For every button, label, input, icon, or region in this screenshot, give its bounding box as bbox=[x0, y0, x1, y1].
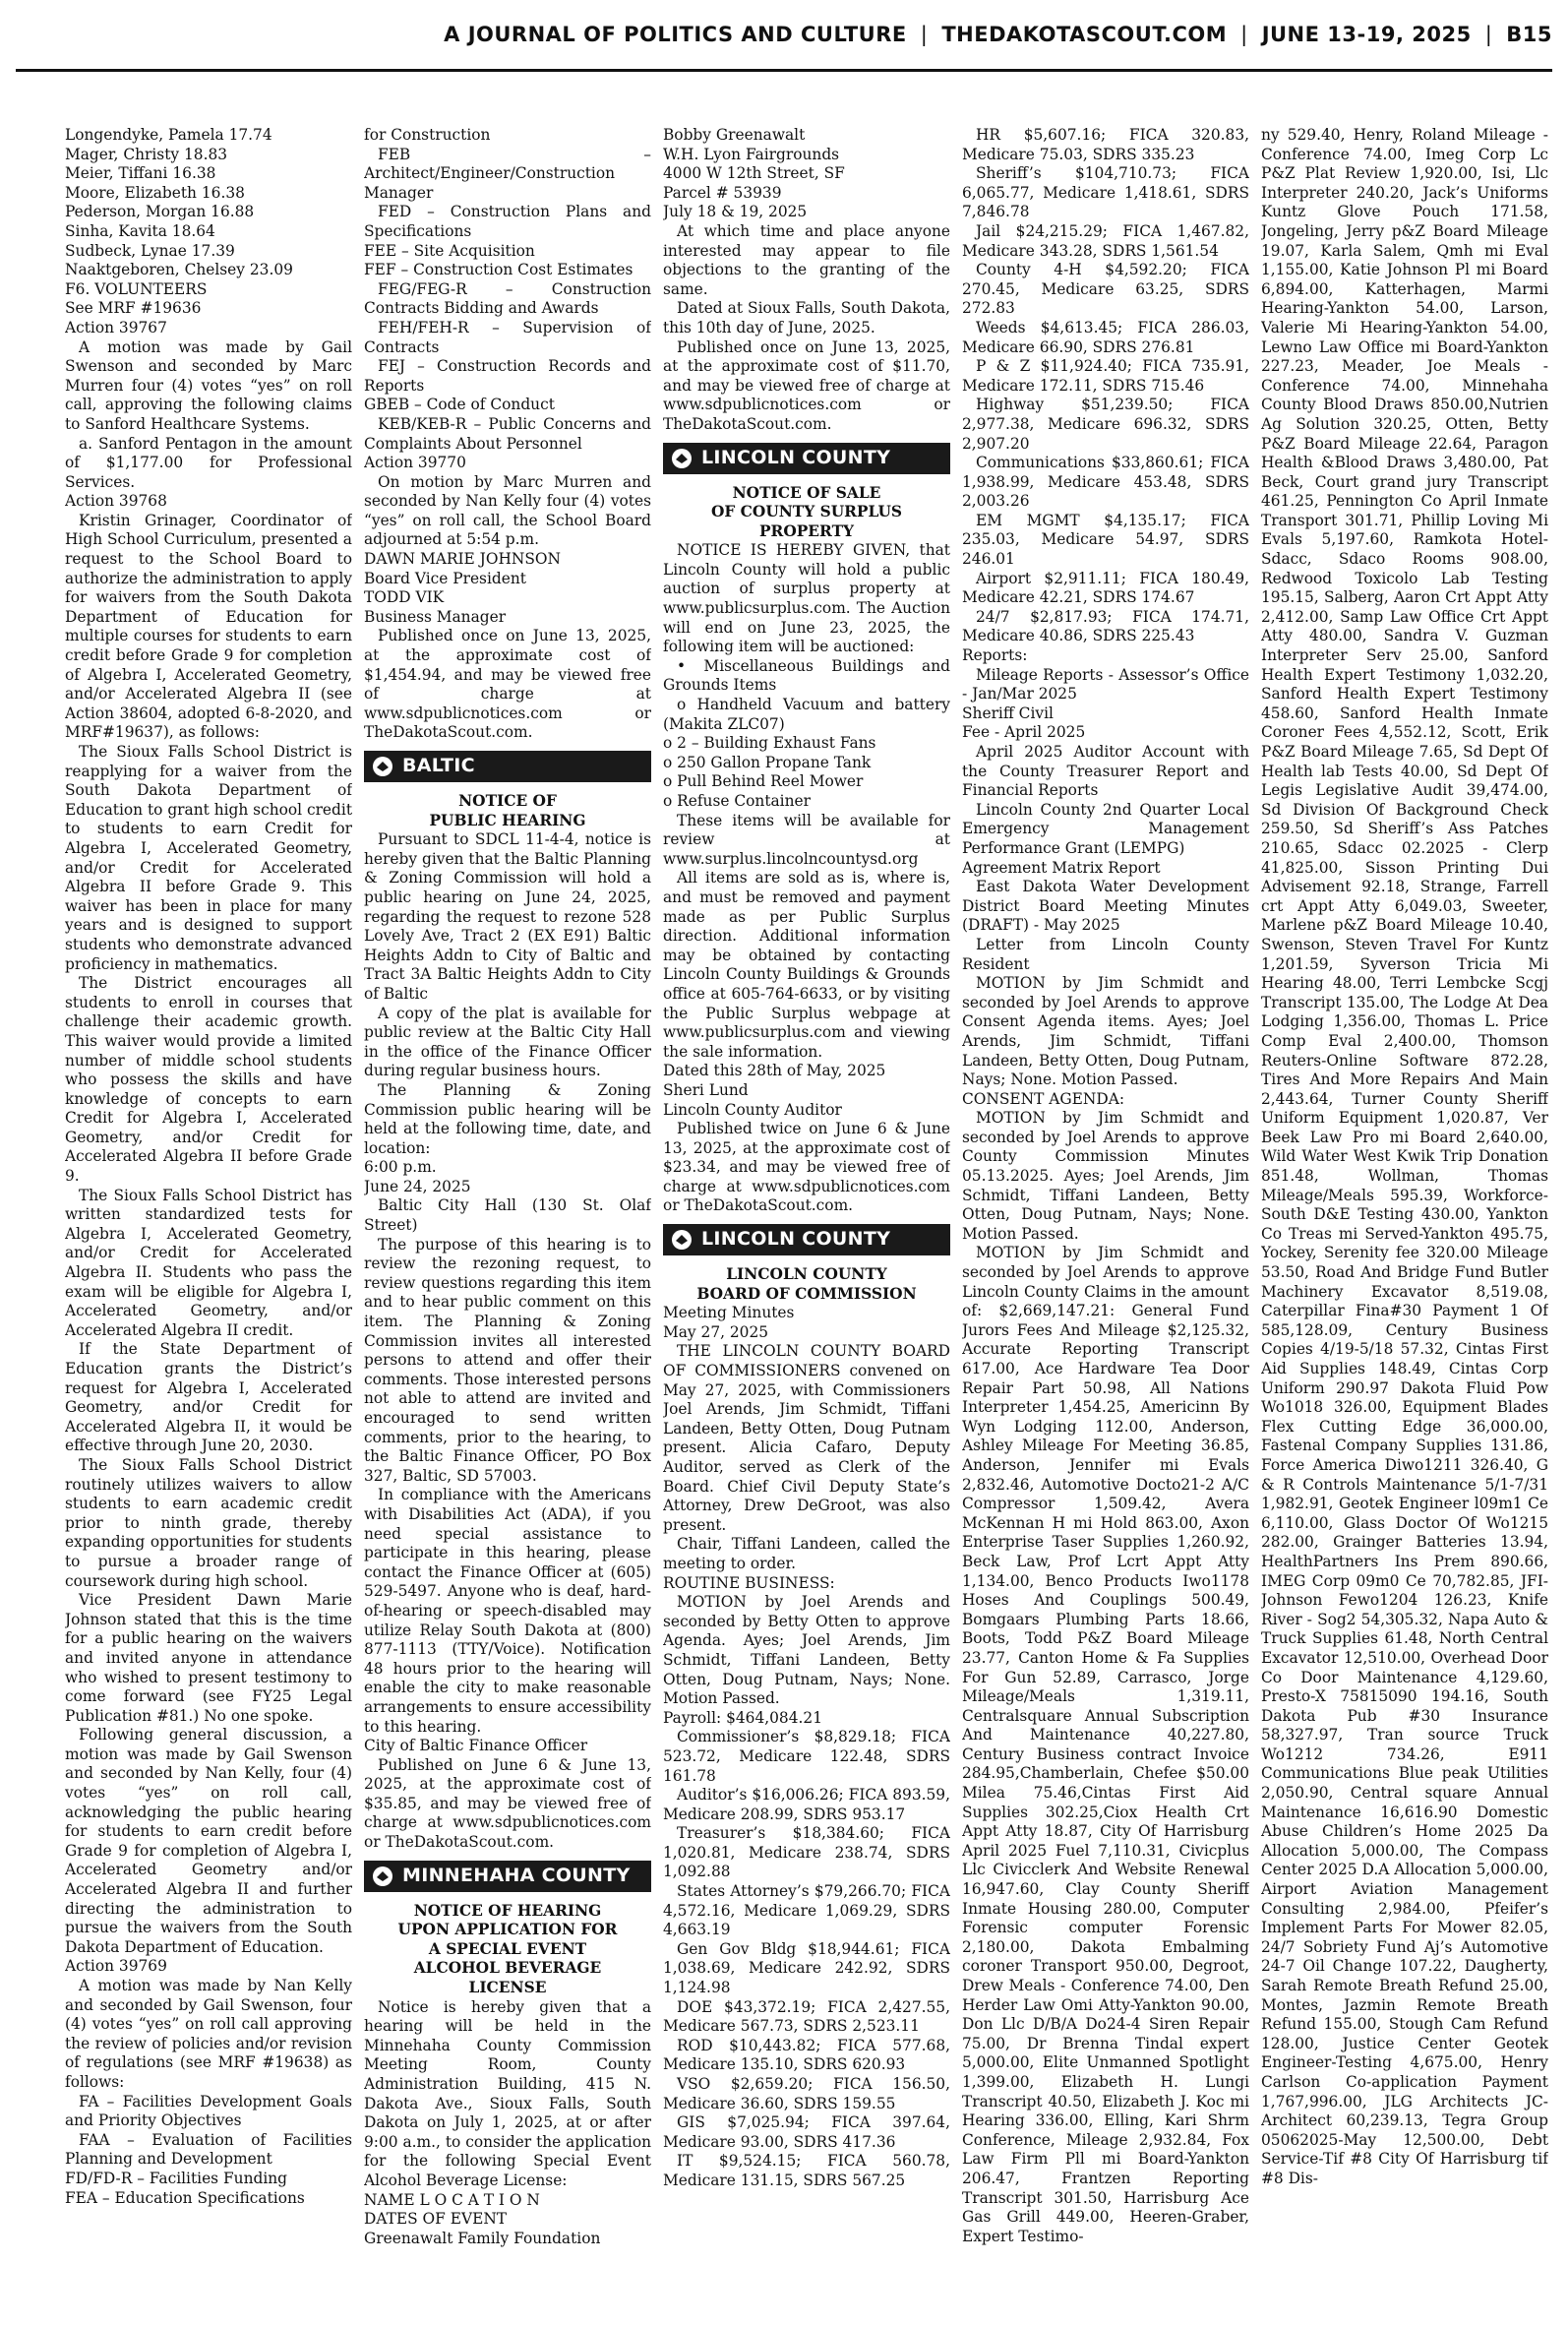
text-line: TODD VIK bbox=[364, 588, 445, 607]
board-minutes-body bbox=[663, 1304, 950, 2190]
text-line: Action 39770 bbox=[364, 454, 466, 472]
text-line: Fee - April 2025 bbox=[962, 723, 1086, 742]
text-line: 6:00 p.m. bbox=[364, 1158, 437, 1177]
text-line: County 4-H $4,592.20; FICA 270.45, Medicare 63.25, SDRS 272.83 bbox=[962, 261, 1249, 318]
text-line: Bobby Greenawalt bbox=[663, 126, 806, 144]
text-line: MOTION by Jim Schmidt and seconded by Joel Arends to approve Consent Agenda items. Ayes; Joel Arends, Jim Schmidt, Tiffani Landeen, Betty Otten, Doug Putnam, Nays; None. Motion Passed. bbox=[962, 974, 1249, 1089]
text-line: VSO $2,659.20; FICA 156.50, Medicare 36.60, SDRS 159.55 bbox=[663, 2075, 950, 2112]
site-name: THEDAKOTASCOUT.COM bbox=[941, 23, 1228, 46]
text-line: June 24, 2025 bbox=[364, 1177, 471, 1195]
text-line: The purpose of this hearing is to review the rezoning request, to review questions regarding this item and to hear public comment on this item. The Planning & Zoning Commission invites all interested persons to attend and offer their comments. Those interested persons not able to attend are invited and encouraged to send written comments, prior to the hearing, to the Baltic Finance Officer, PO Box 327, Baltic, SD 57003. bbox=[364, 1235, 651, 1485]
notice-title: LICENSE bbox=[468, 1979, 547, 1997]
text-line: P & Z $11,924.40; FICA 735.91, Medicare 172.11, SDRS 715.46 bbox=[962, 357, 1249, 395]
text-line: In compliance with the Americans with Disabilities Act (ADA), if you need special assistance to participate in this hearing, please contact the Finance Officer at (605) 529-5497. Anyone who is deaf, hard-of-hearing or speech-disabled may utilize Relay South Dakota at (800) 877-1113 (TTY/Voice). Notification 48 hours prior to the hearing will enable the city to make reasonable arrangements to ensure accessibility to this hearing. bbox=[364, 1486, 651, 1736]
text-line: o 250 Gallon Propane Tank bbox=[663, 753, 872, 771]
text-line: Letter from Lincoln County Resident bbox=[962, 935, 1249, 973]
text-line: The Planning & Zoning Commission public hearing will be held at the following time, date, and location: bbox=[364, 1080, 651, 1157]
text-line: Meeting Minutes bbox=[663, 1304, 795, 1322]
notice-title: BOARD OF COMMISSION bbox=[696, 1284, 917, 1303]
text-line: The Sioux Falls School District is reapplying for a waiver from the South Dakota Department of Education to grant high school credit to students to earn Credit for Algebra I, Accelerated Geometry, and/or Credit for Accelerated Algebra II before Grade 9. This waiver has been in place for many years and is designed to support students who demonstrate advanced proficiency in mathematics. bbox=[65, 743, 352, 973]
text-line: Sheri Lund bbox=[663, 1080, 749, 1099]
text-line: Business Manager bbox=[364, 607, 507, 626]
legal-notices-columns bbox=[65, 126, 1548, 2305]
text-line: DAWN MARIE JOHNSON bbox=[364, 550, 561, 569]
notice-title: LINCOLN COUNTY bbox=[726, 1265, 887, 1284]
text-line: On motion by Marc Murren and seconded by Nan Kelly four (4) votes “yes” on roll call, the School Board adjourned at 5:54 p.m. bbox=[364, 472, 651, 549]
column-3 bbox=[663, 126, 950, 2305]
separator: | bbox=[1484, 23, 1493, 46]
text-line: MOTION by Joel Arends and seconded by Betty Otten to approve Agenda. Ayes; Joel Arends, Jim Schmidt, Tiffani Landeen, Betty Otten, Doug Putnam, Nays; None. Motion Passed. bbox=[663, 1593, 950, 1708]
notice-title: NOTICE OF SALE bbox=[732, 483, 881, 502]
text-line: EM MGMT $4,135.17; FICA 235.03, Medicare 54.97, SDRS 246.01 bbox=[962, 511, 1249, 569]
text-line: The District encourages all students to enroll in courses that challenge their academic growth. This waiver would provide a limited number of middle school students who possess the skills and have knowledge of concepts to earn Credit for Algebra I, Accelerated Geometry, and/or Credit for Accelerated Algebra II before Grade 9. bbox=[65, 974, 352, 1186]
text-line: All items are sold as is, where is, and must be removed and payment made as per Public Surplus direction. Additional information may be obtained by contacting Lincoln County Buildings & Grounds office at 605-764-6633, or by visiting the Public Surplus webpage at www.publicsurplus.com and viewing the sale information. bbox=[663, 869, 950, 1061]
text-line: Action 39769 bbox=[65, 1957, 167, 1976]
banner-label: LINCOLN COUNTY bbox=[701, 446, 891, 468]
text-line: FEH/FEH-R – Supervision of Contracts bbox=[364, 318, 651, 356]
notice-title: NOTICE OF bbox=[458, 792, 557, 810]
text-line: MOTION by Jim Schmidt and seconded by Joel Arends to approve Lincoln County Claims in the amount of: $2,669,147.21: General Fund Jurors Fees And Mileage $2,125.32, Accurate Reporting Transcript 617.00, Ace Hardware Tea Door Repair Part 50.98, All Nations Interpreter 1,454.25, Americinn By Wyn Lodging 112.00, Anderson, Ashley Mileage For Meeting 36.85, Anderson, Jennifer mi Evals 2,832.46, Automotive Docto21-2 A/C Compressor 1,509.42, Avera McKennan H mi Hold 863.00, Axon Enterprise Taser Supplies 1,260.92, Beck Law, Prof Lcrt Appt Atty 1,134.00, Benco Products Iwo1178 Hoses And Couplings 500.49, Bomgaars Plumbing Parts 18.66, Boots, Todd P&Z Board Mileage 23.77, Canton Home & Fa Supplies For Gun 52.89, Carrasco, Jorge Mileage/Meals 1,319.11, Centralsquare Annual Subscription And Maintenance 40,227.80, Century Business contract Invoice 284.95,Chamberlain, Chefee $50.00 Milea 75.46,Cintas First Aid Supplies 302.25,Ciox Health Crt Appt Atty 18.87, City Of Harrisburg April 2025 Fuel 7,110.31, Civicplus Llc Civicclerk And Website Renewal 16,947.60, Clay County Sheriff Inmate Housing 280.00, Computer Forensic computer Forensic 2,180.00, Dakota Embalming coroner Transport 950.00, Degroot, Drew Meals - Conference 74.00, Den Herder Law Omi Atty-Yankton 90.00, Don Llc D/B/A Do24-4 Siren Repair 75.00, Dr Brenna Tindal expert 5,000.00, Elite Unmanned Spotlight 1,399.00, Elizabeth H. Lungi Transcript 40.50, Elizabeth J. Koc mi Hearing 336.00, Elling, Kari Shrm Conference, Mileage 2,932.84, Fox Law Firm Pll mi Board-Yankton 206.47, Frantzen Reporting Transcript 301.50, Harrisburg Ace Gas Grill 449.00, Heeren-Graber, Expert Testimo- bbox=[962, 1244, 1249, 2245]
surplus-sale-body bbox=[663, 541, 950, 1216]
section-banner-lincoln bbox=[663, 443, 950, 474]
text-line: Board Vice President bbox=[364, 569, 526, 587]
separator: | bbox=[1240, 23, 1248, 46]
text-line: Mileage Reports - Assessor’s Office - Jan/Mar 2025 bbox=[962, 665, 1249, 704]
text-line: Published twice on June 6 & June 13, 2025, at the approximate cost of $23.34, and may be viewed free of charge at www.sdpublicnotices.com or TheDakotaScout.com. bbox=[663, 1120, 950, 1215]
banner-label: LINCOLN COUNTY bbox=[701, 1228, 891, 1251]
text-line: FAA – Evaluation of Facilities Planning and Development bbox=[65, 2130, 352, 2169]
text-line: Pursuant to SDCL 11-4-4, notice is hereby given that the Baltic Planning & Zoning Commission will hold a public hearing on June 24, 2025, regarding the request to rezone 528 Lovely Ave, Tract 2 (EX E91) Baltic Heights Addn to City of Baltic and Tract 3A Baltic Heights Addn to City of Baltic bbox=[364, 830, 651, 1003]
text-line: May 27, 2025 bbox=[663, 1322, 769, 1341]
text-line: Gen Gov Bldg $18,944.61; FICA 1,038.69, Medicare 242.92, SDRS 1,124.98 bbox=[663, 1939, 950, 1997]
text-line: ROUTINE BUSINESS: bbox=[663, 1573, 835, 1592]
text-line: FA – Facilities Development Goals and Priority Objectives bbox=[65, 2092, 352, 2130]
text-line: MOTION by Jim Schmidt and seconded by Joel Arends to approve County Commission Minutes 05.13.2025. Ayes; Joel Arends, Jim Schmidt, Tiffani Landeen, Betty Otten, Doug Putnam, Nays; None. Motion Passed. bbox=[962, 1109, 1249, 1243]
text-line: City of Baltic Finance Officer bbox=[364, 1737, 588, 1755]
masthead bbox=[16, 0, 1552, 72]
text-line: o Refuse Container bbox=[663, 792, 811, 810]
scout-logo-icon bbox=[372, 756, 393, 777]
text-line: 4000 W 12th Street, SF bbox=[663, 164, 845, 183]
text-line: Commissioner’s $8,829.18; FICA 523.72, Medicare 122.48, SDRS 161.78 bbox=[663, 1728, 950, 1785]
policy-list bbox=[364, 126, 651, 743]
text-line: See MRF #19636 bbox=[65, 299, 202, 318]
text-line: Reports: bbox=[962, 646, 1028, 665]
journal-tagline: A JOURNAL OF POLITICS AND CULTURE bbox=[444, 23, 907, 46]
text-line: Following general discussion, a motion was made by Gail Swenson and seconded by Nan Kelly, four (4) votes “yes” on roll call, acknowledging the public hearing for students to earn credit before Grade 9 for completion of Algebra I, Accelerated Geometry and/or Accelerated Algebra II and further directing the administration to pursue the waivers from the South Dakota Department of Education. bbox=[65, 1726, 352, 1956]
text-line: Published on June 6 & June 13, 2025, at the approximate cost of $35.85, and may be viewed free of charge at www.sdpublicnotices.com or TheDakotaScout.com. bbox=[364, 1755, 651, 1852]
notice-title: A SPECIAL EVENT bbox=[428, 1939, 587, 1958]
text-line: Agreement Matrix Report bbox=[962, 858, 1161, 877]
notice-title: NOTICE OF HEARING bbox=[413, 1901, 602, 1920]
notice-title: OF COUNTY SURPLUS bbox=[710, 503, 903, 521]
notice-title: UPON APPLICATION FOR bbox=[397, 1921, 618, 1939]
text-line: Mager, Christy 18.83 bbox=[65, 145, 228, 163]
text-line: 24/7 $2,817.93; FICA 174.71, Medicare 40.86, SDRS 225.43 bbox=[962, 607, 1249, 645]
section-banner-baltic bbox=[364, 751, 651, 782]
banner-label: BALTIC bbox=[402, 755, 475, 777]
text-line: A motion was made by Nan Kelly and seconded by Gail Swenson, four (4) votes “yes” on roll call approving the review of policies and/or revision of regulations (see MRF #19638) as follows: bbox=[65, 1977, 352, 2091]
text-line: o Handheld Vacuum and battery (Makita ZLC07) bbox=[663, 696, 950, 733]
text-line: Treasurer’s $18,384.60; FICA 1,020.81, Medicare 238.74, SDRS 1,092.88 bbox=[663, 1824, 950, 1881]
text-line: Moore, Elizabeth 16.38 bbox=[65, 183, 245, 202]
text-line: CONSENT AGENDA: bbox=[962, 1089, 1125, 1108]
text-line: NOTICE IS HEREBY GIVEN, that Lincoln County will hold a public auction of surplus property at www.publicsurplus.com. The Auction will end on June 23, 2025, the following item will be auctioned: bbox=[663, 541, 950, 656]
text-line: F6. VOLUNTEERS bbox=[65, 279, 208, 298]
column-1 bbox=[65, 126, 352, 2305]
banner-label: MINNEHAHA COUNTY bbox=[402, 1864, 631, 1886]
minnehaha-notice-continued bbox=[663, 126, 950, 435]
page-number: B15 bbox=[1506, 23, 1552, 46]
text-line: Action 39767 bbox=[65, 318, 167, 337]
text-line: Payroll: $464,084.21 bbox=[663, 1708, 822, 1727]
text-line: FEE – Site Acquisition bbox=[364, 241, 535, 260]
text-line: These items will be available for review at www.surplus.lincolncountysd.org bbox=[663, 811, 950, 868]
text-line: Communications $33,860.61; FICA 1,938.99, Medicare 453.48, SDRS 2,003.26 bbox=[962, 454, 1249, 511]
text-line: FEA – Education Specifications bbox=[65, 2188, 305, 2207]
text-line: HR $5,607.16; FICA 320.83, Medicare 75.03, SDRS 335.23 bbox=[962, 126, 1249, 163]
text-line: A copy of the plat is available for public review at the Baltic City Hall in the office of the Finance Officer during regular business hours. bbox=[364, 1004, 651, 1080]
text-line: Auditor’s $16,006.26; FICA 893.59, Medicare 208.99, SDRS 953.17 bbox=[663, 1786, 950, 1823]
text-line: THE LINCOLN COUNTY BOARD OF COMMISSIONERS convened on May 27, 2025, with Commissioners Joel Arends, Jim Schmidt, Tiffani Landeen, Betty Otten, Doug Putnam present. Alicia Cafaro, Deputy Auditor, served as Clerk of the Board. Chief Civil Deputy State’s Attorney, Drew DeGroot, was also present. bbox=[663, 1342, 950, 1534]
text-line: Vice President Dawn Marie Johnson stated that this is the time for a public hearing on the waivers and invited anyone in attendance who wished to present testimony to come forward (see FY25 Legal Publication #81.) No one spoke. bbox=[65, 1591, 352, 1725]
text-line: Sheriff’s $104,710.73; FICA 6,065.77, Medicare 1,418.61, SDRS 7,846.78 bbox=[962, 164, 1249, 221]
text-line: April 2025 Auditor Account with the County Treasurer Report and Financial Reports bbox=[962, 743, 1249, 800]
text-line: FEJ – Construction Records and Reports bbox=[364, 357, 651, 395]
text-line: IT $9,524.15; FICA 560.78, Medicare 131.15, SDRS 567.25 bbox=[663, 2152, 950, 2189]
text-line: States Attorney’s $79,266.70; FICA 4,572.16, Medicare 1,069.29, SDRS 4,663.19 bbox=[663, 1882, 950, 1939]
text-line: FEF – Construction Cost Estimates bbox=[364, 261, 633, 279]
text-line: o Pull Behind Reel Mower bbox=[663, 772, 864, 791]
text-line: Airport $2,911.11; FICA 180.49, Medicare 42.21, SDRS 174.67 bbox=[962, 569, 1249, 607]
scout-logo-icon bbox=[671, 1229, 693, 1251]
text-line: GIS $7,025.94; FICA 397.64, Medicare 93.00, SDRS 417.36 bbox=[663, 2113, 950, 2151]
text-line: Published once on June 13, 2025, at the approximate cost of $1,454.94, and may be viewed free of charge at www.sdpublicnotices.com or TheDakotaScout.com. bbox=[364, 627, 651, 742]
text-line: KEB/KEB-R – Public Concerns and Complaints About Personnel bbox=[364, 414, 651, 453]
text-line: Sheriff Civil bbox=[962, 704, 1054, 722]
notice-title: PROPERTY bbox=[758, 521, 855, 540]
issue-date: JUNE 13-19, 2025 bbox=[1261, 23, 1472, 46]
minnehaha-notice-body bbox=[364, 1998, 651, 2249]
text-line: W.H. Lyon Fairgrounds bbox=[663, 145, 840, 163]
text-line: FD/FD-R – Facilities Funding bbox=[65, 2169, 288, 2187]
notice-title: ALCOHOL BEVERAGE bbox=[413, 1959, 602, 1978]
text-line: DATES OF EVENT bbox=[364, 2210, 508, 2229]
text-line: The Sioux Falls School District has written standardized tests for Algebra I, Accelerated Geometry, and/or Credit for Accelerated Algebra II. Students who pass the exam will be eligible for Algebra I, Accelerated Geometry, and/or Accelerated Algebra II credit. bbox=[65, 1186, 352, 1339]
text-line: for Construction bbox=[364, 126, 491, 144]
text-line: GBEB – Code of Conduct bbox=[364, 396, 555, 414]
text-line: NAME L O C A T I O N bbox=[364, 2190, 540, 2209]
baltic-notice-body bbox=[364, 830, 651, 1852]
text-line: The Sioux Falls School District routinely utilizes waivers to allow students to earn academic credit prior to ninth grade, thereby expanding opportunities for students to pursue a broader range of coursework during high school. bbox=[65, 1455, 352, 1590]
text-line: At which time and place anyone interested may appear to file objections to the granting of the same. bbox=[663, 221, 950, 298]
text-line: Longendyke, Pamela 17.74 bbox=[65, 126, 272, 144]
text-line: Highway $51,239.50; FICA 2,977.38, Medicare 696.32, SDRS 2,907.20 bbox=[962, 396, 1249, 453]
scout-logo-icon bbox=[671, 448, 693, 469]
column-2 bbox=[364, 126, 651, 2305]
section-banner-lincoln bbox=[663, 1224, 950, 1255]
text-line: East Dakota Water Development District Board Meeting Minutes (DRAFT) - May 2025 bbox=[962, 878, 1249, 935]
text-line: o 2 – Building Exhaust Fans bbox=[663, 734, 876, 753]
text-line: Notice is hereby given that a hearing will be held in the Minnehaha County Commission Meeting Room, County Administration Building, 415 N. Dakota Ave., Sioux Falls, South Dakota on July 1, 2025, at or after 9:00 a.m., to consider the application for the following Special Event Alcohol Beverage License: bbox=[364, 1997, 651, 2189]
column-4 bbox=[962, 126, 1249, 2305]
text-line: Kristin Grinager, Coordinator of High School Curriculum, presented a request to the School Board to authorize the administration to apply for waivers from the South Dakota Department of Education for multiple courses for students to earn credit before Grade 9 for completion of Algebra I, Accelerated Geometry, and/or Accelerated Algebra II (see Action 38604, adopted 6-8-2020, and MRF#19637), as follows: bbox=[65, 511, 352, 742]
text-line: Lincoln County 2nd Quarter Local Emergency Management Performance Grant (LEMPG) bbox=[962, 800, 1249, 857]
text-line: Naaktgeboren, Chelsey 23.09 bbox=[65, 261, 293, 279]
text-line: FED – Construction Plans and Specifications bbox=[364, 203, 651, 240]
text-line: • Miscellaneous Buildings and Grounds Items bbox=[663, 656, 950, 695]
text-line: Weeds $4,613.45; FICA 286.03, Medicare 66.90, SDRS 276.81 bbox=[962, 318, 1249, 356]
text-line: Published once on June 13, 2025, at the approximate cost of $11.70, and may be viewed free of charge at www.sdpublicnotices.com or TheDakotaScout.com. bbox=[663, 337, 950, 433]
text-line: a. Sanford Pentagon in the amount of $1,177.00 for Professional Services. bbox=[65, 434, 352, 491]
text-line: Baltic City Hall (130 St. Olaf Street) bbox=[364, 1196, 651, 1235]
text-line: Dated at Sioux Falls, South Dakota, this 10th day of June, 2025. bbox=[663, 299, 950, 337]
text-line: Lincoln County Auditor bbox=[663, 1100, 842, 1119]
text-line: ny 529.40, Henry, Roland Mileage - Conference 74.00, Imeg Corp Lc P&Z Plat Review 1,920.00, Isi, Llc Interpreter 240.20, Jack’s Uniforms Kuntz Glove Pouch 171.58, Jongeling, Jerry p&Z Board Mileage 19.07, Karla Salem, Qmh mi Eval 1,155.00, Katie Johnson Pl mi Board 6,894.00, Katterhagen, Marmi Hearing-Yankton 54.00, Larson, Valerie Mi Hearing-Yankton 54.00, Lewno Law Office mi Board-Yankton 227.23, Meader, Joe Meals - Conference 74.00, Minnehaha County Blood Draws 850.00,Nutrien Ag Solution 320.25, Otten, Betty P&Z Board Mileage 22.64, Paragon Health &Blood Draws 3,480.00, Pat Beck, Court grand jury Transcript 461.25, Pennington Co April Inmate Transport 301.71, Phillip Loving Mi Evals 5,197.60, Ramkota Hotel-Sdacc, Sdaco Rooms 908.00, Redwood Toxicolo Lab Testing 195.15, Salberg, Aaron Crt Appt Atty 2,412.00, Samp Law Office Crt Appt Atty 480.00, Sandra V. Guzman Interpreter Serv 25.00, Sanford Health Expert Testimony 1,032.20, Sanford Health Expert Testimony 458.60, Sanford Health Inmate Coroner Fees 4,552.12, Scott, Erik P&Z Board Mileage 7.65, Sd Dept Of Health lab Tests 40.00, Sd Dept Of Legis Legislative Audit 39,474.00, Sd Division Of Background Check 259.50, Sd Sheriff’s Ass Patches 210.65, Sdacc 02.2025 - Clerp 41,825.00, Sisson Printing Dui Advisement 92.18, Strange, Farrell crt Appt Atty 6,049.03, Sweeter, Marlene p&Z Board Mileage 10.40, Swenson, Steven Travel For Kuntz 1,201.59, Syverson Tricia Mi Hearing 48.00, Terri Lembcke Scgj Transcript 135.00, The Lodge At Dea Lodging 1,356.00, Thomas L. Price Comp Eval 2,400.00, Thomson Reuters-Online Software 872.28, Tires And More Repairs And Main 2,443.64, Turner County Sheriff Uniform Equipment 1,020.87, Ver Beek Law Pro mi Board 2,640.00, Wild Water West Kwik Trip Donation 851.48, Wollman, Thomas Mileage/Meals 595.39, Workforce-South D&E Testing 430.00, Yankton Co Treas mi Served-Yankton 495.75, Yockey, Serenity fee 320.00 Mileage 53.50, Road And Bridge Fund Butler Machinery Excavator 8,519.08, Caterpillar Fina#30 Payment 1 Of 585,128.09, Century Business Copies 4/19-5/18 57.32, Cintas First Aid Supplies 148.49, Cintas Corp Uniform 290.97 Dakota Fluid Pow Wo1018 326.00, Equipment Blades Flex Cutting Edge 36,000.00, Fastenal Company Supplies 131.86, Force America Diwo1211 326.40, G & R Controls Maintenance 5/1-7/31 1,982.91, Geotek Engineer l09m1 Ce 6,110.00, Glass Doctor Of Wo1215 282.00, Grainger Batteries 13.94, HealthPartners Ins Prem 890.66, IMEG Corp 09m0 Ce 70,782.85, JFI- Johnson Fewo1204 126.23, Knife River - Sog2 54,305.32, Napa Auto & Truck Supplies 61.48, North Central Excavator 12,510.00, Overhead Door Co Door Maintenance 4,129.60, Presto-X 75815090 194.16, South Dakota Pub #30 Insurance 58,327.97, Tran source Truck Wo1212 734.26, E911 Communications Blue peak Utilities 2,050.90, Central square Annual Maintenance 16,616.90 Domestic Abuse Children’s Home 2025 Da Allocation 5,000.00, The Compass Center 2025 D.A Allocation 5,000.00, Airport Aviation Management Consulting 2,984.00, Pfeifer’s Implement Parts For Mower 82.05, 24/7 Sobriety Fund Aj’s Automotive 24-7 Oil Change 107.22, Daugherty, Sarah Remote Breath Refund 25.00, Montes, Jazmin Remote Breath Refund 155.00, Stough Cam Refund 128.00, Justice Center Geotek Engineer-Testing 4,675.00, Henry Carlson Co-application Payment 1,767,996.00, JLG Architects JC-Architect 60,239.13, Tegra Group 05062025-May 12,500.00, Debt Service-Tif #8 City Of Harrisburg tif #8 Dis- bbox=[1261, 126, 1548, 2187]
text-line: Sudbeck, Lynae 17.39 bbox=[65, 241, 235, 260]
text-line: Greenawalt Family Foundation bbox=[364, 2229, 601, 2247]
scout-logo-icon bbox=[372, 1866, 393, 1887]
text-line: Sinha, Kavita 18.64 bbox=[65, 221, 215, 240]
text-line: If the State Department of Education grants the District’s request for Algebra I, Accelerated Geometry, and/or Credit for Accelerated Algebra II, it would be effective through June 20, 2030. bbox=[65, 1340, 352, 1455]
text-line: Action 39768 bbox=[65, 492, 167, 511]
text-line: FEB – Architect/Engineer/Construction Manager bbox=[364, 145, 651, 202]
text-line: Chair, Tiffani Landeen, called the meeting to order. bbox=[663, 1535, 950, 1572]
text-line: July 18 & 19, 2025 bbox=[663, 203, 808, 221]
text-line: Pederson, Morgan 16.88 bbox=[65, 203, 255, 221]
section-banner-minnehaha bbox=[364, 1861, 651, 1892]
text-line: Jail $24,215.29; FICA 1,467.82, Medicare 343.28, SDRS 1,561.54 bbox=[962, 221, 1249, 260]
text-line: Parcel # 53939 bbox=[663, 183, 782, 202]
text-line: Meier, Tiffani 16.38 bbox=[65, 164, 216, 183]
text-line: Dated this 28th of May, 2025 bbox=[663, 1062, 886, 1080]
text-line: ROD $10,443.82; FICA 577.68, Medicare 135.10, SDRS 620.93 bbox=[663, 2036, 950, 2074]
text-line: DOE $43,372.19; FICA 2,427.55, Medicare 567.73, SDRS 2,523.11 bbox=[663, 1997, 950, 2036]
notice-title: PUBLIC HEARING bbox=[429, 811, 586, 829]
column-5 bbox=[1261, 126, 1548, 2305]
text-line: FEG/FEG-R – Construction Contracts Bidding and Awards bbox=[364, 279, 651, 318]
separator: | bbox=[920, 23, 929, 46]
text-line: A motion was made by Gail Swenson and seconded by Marc Murren four (4) votes “yes” on roll call, approving the following claims to Sanford Healthcare Systems. bbox=[65, 337, 352, 433]
